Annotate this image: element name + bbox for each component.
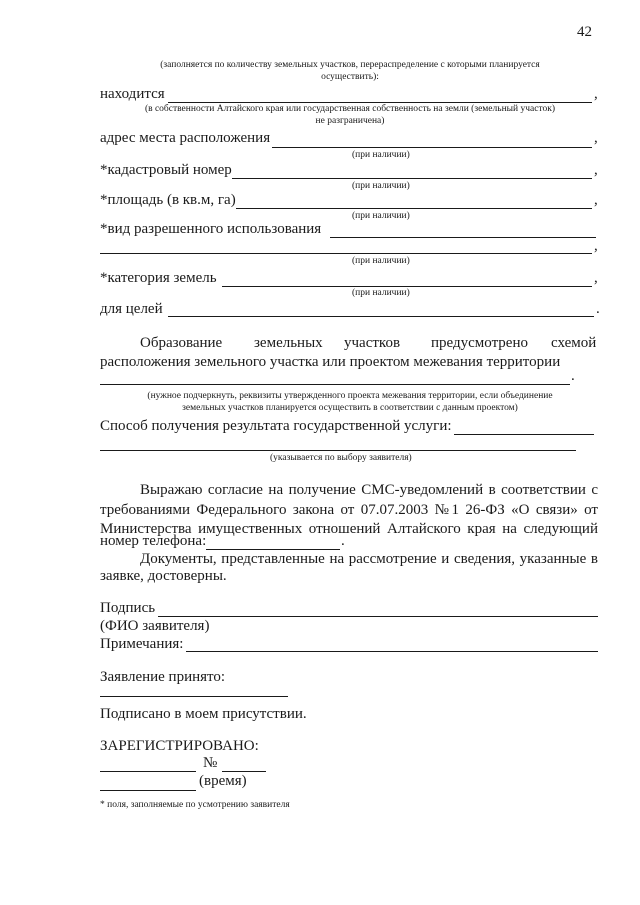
address-label: адрес места расположения — [100, 130, 271, 146]
category-field[interactable] — [222, 286, 592, 287]
registered-time-field[interactable] — [100, 790, 196, 791]
category-label: *категория земель — [100, 270, 217, 286]
signature-label: Подпись — [100, 600, 156, 616]
time-label: (время) — [199, 773, 247, 789]
sms-line3: Министерства имущественных отношений Алтайского края на следующий — [100, 521, 598, 537]
address-field[interactable] — [272, 147, 592, 148]
formation-field[interactable] — [100, 384, 570, 385]
applicant-name-label: (ФИО заявителя) — [100, 618, 210, 634]
usage-label: *вид разрешенного использования — [100, 221, 322, 237]
note-top-line1: (заполняется по количеству земельных участков, перераспределение с которыми планируется — [160, 60, 540, 70]
address-end: , — [594, 130, 598, 146]
phone-label: номер телефона: — [100, 533, 207, 549]
formation-hint2: земельных участков планируется осуществить в соответствии с данным проектом) — [182, 403, 518, 413]
notes-field[interactable] — [186, 651, 598, 652]
note-top-line2: осуществить): — [321, 72, 379, 82]
located-field[interactable] — [168, 102, 592, 103]
registered-title: ЗАРЕГИСТРИРОВАНО: — [100, 738, 259, 754]
footnote: * поля, заполняемые по усмотрению заявителя — [100, 800, 290, 810]
accepted-label: Заявление принято: — [100, 669, 226, 685]
formation-word-3: участков — [344, 335, 401, 351]
formation-word-2: земельных — [254, 335, 323, 351]
area-hint: (при наличии) — [352, 211, 410, 221]
located-end: , — [594, 86, 598, 102]
number-sign: № — [203, 755, 218, 771]
purpose-label: для целей — [100, 301, 163, 317]
cadastral-hint: (при наличии) — [352, 181, 410, 191]
accepted-field[interactable] — [100, 696, 288, 697]
formation-word-4: предусмотрено — [431, 335, 528, 351]
registered-date-field[interactable] — [100, 771, 196, 772]
page-number: 42 — [577, 24, 592, 40]
sms-line2: требованиями Федерального закона от 07.07.2003 №1 26-ФЗ «О связи» от — [100, 502, 598, 518]
purpose-end: . — [596, 301, 600, 317]
located-label: находится — [100, 86, 165, 102]
located-hint2: не разграничена) — [315, 116, 385, 126]
area-end: , — [594, 192, 598, 208]
method-hint: (указывается по выбору заявителя) — [270, 453, 412, 463]
purpose-field[interactable] — [168, 316, 594, 317]
docs-line1: Документы, представленные на рассмотрение и сведения, указанные в — [140, 551, 598, 567]
formation-word-1: Образование — [140, 335, 223, 351]
area-field[interactable] — [236, 208, 592, 209]
signature-field[interactable] — [158, 616, 598, 617]
method-field-1[interactable] — [454, 434, 594, 435]
usage-end: , — [594, 238, 598, 254]
cadastral-label: *кадастровый номер — [100, 162, 232, 178]
category-hint: (при наличии) — [352, 288, 410, 298]
category-end: , — [594, 270, 598, 286]
sms-line1: Выражаю согласие на получение СМС-уведомлений в соответствии с — [140, 482, 598, 498]
phone-field[interactable] — [206, 549, 340, 550]
usage-field-2[interactable] — [100, 253, 592, 254]
formation-end: . — [571, 368, 575, 384]
cadastral-end: , — [594, 162, 598, 178]
usage-hint: (при наличии) — [352, 256, 410, 266]
formation-hint1: (нужное подчеркнуть, реквизиты утвержденного проекта межевания территории, если объединение — [147, 391, 553, 401]
signed-presence: Подписано в моем присутствии. — [100, 706, 307, 722]
cadastral-field[interactable] — [232, 178, 592, 179]
notes-label: Примечания: — [100, 636, 184, 652]
area-label: *площадь (в кв.м, га) — [100, 192, 236, 208]
formation-word-5: схемой — [551, 335, 597, 351]
phone-end: . — [341, 533, 345, 549]
usage-field-1[interactable] — [330, 237, 596, 238]
formation-line2: расположения земельного участка или проектом межевания территории — [100, 354, 561, 370]
registered-number-field[interactable] — [222, 771, 266, 772]
method-field-2[interactable] — [100, 450, 576, 451]
method-label: Способ получения результата государственной услуги: — [100, 418, 452, 434]
address-hint: (при наличии) — [352, 150, 410, 160]
docs-line2: заявке, достоверны. — [100, 568, 227, 584]
located-hint1: (в собственности Алтайского края или государственная собственность на земли (земельный участок) — [144, 104, 556, 114]
